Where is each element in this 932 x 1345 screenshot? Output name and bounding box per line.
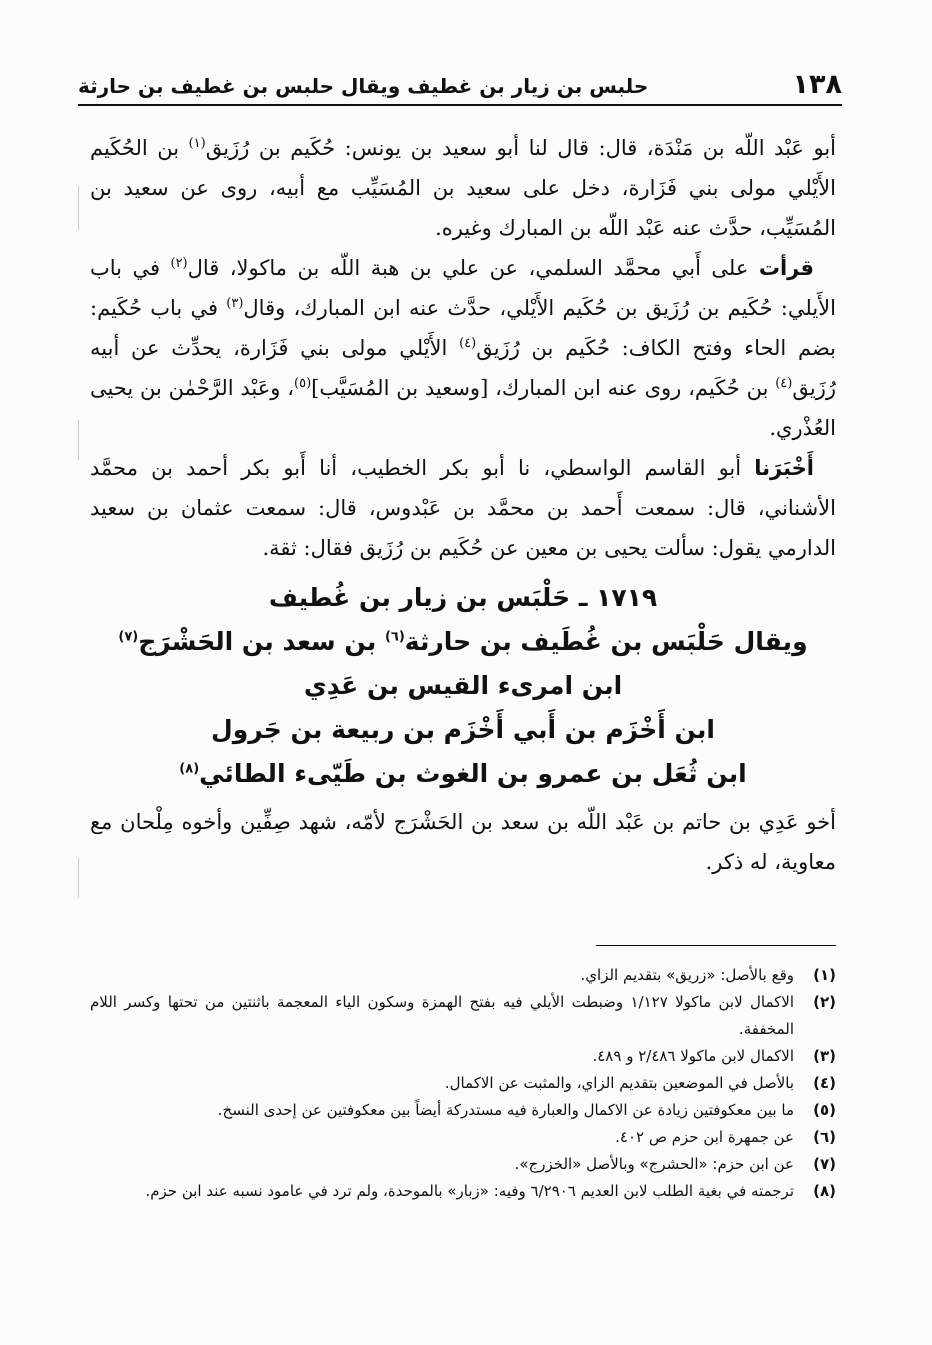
footnote [90,1097,836,1124]
footnote-ref[interactable]: (٢) [170,256,188,271]
footnote-number: (١) [813,966,836,984]
footnote-ref[interactable]: (١) [188,136,206,151]
footnote-number: (٣) [813,1047,836,1065]
footnote-ref[interactable]: (٤) [459,336,477,351]
footnote [90,1070,836,1097]
entry-lineage-line: ويقال حَلْبَس بن غُطَيف بن حارثة$^{(٦)}$ بن سعد بن الحَشْرَج$^{(٧)}$ [118,627,808,656]
entry-lineage-line: ابن ثُعَل بن عمرو بن الغوث بن طَيّىء الطائي$^{(٨)}$ [179,759,747,788]
paragraph-lead: أَخْبَرَنا [754,456,814,480]
margin-rule [78,186,79,230]
footnote-text: الاكمال لابن ماكولا ٢/٤٨٦ و ٤٨٩. [592,1047,794,1065]
margin-rule [78,420,79,460]
paragraph-2: قرأت على أَبي محمَّد السلمي، عن علي بن هبة اللّه بن ماكولا، قال$^{(٢)}$ في باب الأَيلي: حُكَيم بن رُزَيق بن حُكَيم الأَيْلي، حدَّث عنه ابن المبارك، وقال$^{(٣)}$ في باب حُكَيم: بضم الحاء وفتح الكاف: حُكَيم بن رُزَيق$^{(٤)}$ الأَيْلي مولى بني فَزَارة، يحدِّث عن أبيه رُزَيق$^{(٤)}$ بن حُكَيم، روى عنه ابن المبارك، [وسعيد بن المُسَيَّب]$^{(٥)}$، وعَبْد الرَّحْمٰن بن يحيى العُذْري. [90,256,837,440]
paragraph-lead: قرأت [758,256,814,280]
footnote-number: (٤) [813,1074,836,1092]
footnote-ref[interactable]: (٨) [179,761,200,777]
footnote-number: (٨) [813,1182,836,1200]
footnote-ref[interactable]: (٣) [226,296,244,311]
footnote-text: بالأصل في الموضعين بتقديم الزاي، والمثبت عن الاكمال. [444,1074,794,1092]
page-number: ١٣٨ [792,69,842,100]
footnote-number: (٦) [813,1128,836,1146]
footnote [90,962,836,989]
footnote-text: ما بين معكوفتين زيادة عن الاكمال والعبارة فيه مستدركة أيضاً بين معكوفتين عن إحدى النسخ. [217,1101,794,1119]
footnote-number: (٢) [813,993,836,1011]
entry-paragraph: أخو عَدِي بن حاتم بن عَبْد اللّه بن سعد بن الحَشْرَج لأمّه، شهد صِفِّين وأخوه مِلْحان مع معاوية، له ذكر. [90,810,836,874]
footnote-separator [596,945,836,946]
page-header [78,62,842,106]
margin-rule [78,858,79,898]
footnote [90,1151,836,1178]
paragraph-1: أبو عَبْد اللّه بن مَنْدَة، قال: قال لنا أبو سعيد بن يونس: حُكَيم بن رُزَيق$^{(١)}$ بن الحُكَيم الأَيْلي مولى بني فَزَارة، دخل على سعيد بن المُسَيِّب مع أبيه، روى عن سعيد بن المُسَيِّب، حدَّث عنه عَبْد اللّه بن المبارك وغيره. [90,136,836,240]
footnotes [90,962,836,1205]
footnote [90,1178,836,1205]
footnote [90,1124,836,1151]
footnote-ref[interactable]: (٦) [384,629,405,645]
entry-heading [90,576,836,796]
footnote-text: ترجمته في بغية الطلب لابن العديم ٦/٢٩٠٦ وفيه: «زبار» بالموحدة، ولم ترد في عامود نسبه عند ابن حزم. [145,1182,794,1200]
footnote-ref[interactable]: (٧) [118,629,139,645]
footnote-text: الاكمال لابن ماكولا ١/١٢٧ وضبطت الأيلي فيه بفتح الهمزة وسكون الياء المعجمة باثنتين من تحتها وكسر اللام المخففة. [90,993,794,1038]
running-title: حلبس بن زيار بن غطيف ويقال حلبس بن غطيف بن حارثة [78,74,649,98]
footnote [90,989,836,1043]
entry-title: ١٧١٩ ـ حَلْبَس بن زيار بن غُطيف [268,583,658,612]
footnote [90,1043,836,1070]
footnote-ref[interactable]: (٤) [775,376,793,391]
main-text [90,128,836,882]
entry-lineage-line: ابن أَخْزَم بن أَبي أَخْزَم بن ربيعة بن جَرول [211,715,715,744]
entry-lineage-line: ابن امرىء القيس بن عَدِي [303,671,623,700]
footnote-number: (٧) [813,1155,836,1173]
footnote-text: عن ابن حزم: «الحشرج» وبالأصل «الخزرج». [514,1155,794,1173]
footnote-ref[interactable]: (٥) [294,376,312,391]
footnote-text: وقع بالأصل: «زريق» بتقديم الزاي. [580,966,794,984]
footnote-number: (٥) [813,1101,836,1119]
footnote-text: عن جمهرة ابن حزم ص ٤٠٢. [615,1128,794,1146]
paragraph-3: أَخْبَرَنا أبو القاسم الواسطي، نا أبو بكر الخطيب، أنا أَبو بكر أحمد بن محمَّد الأشناني، قال: سمعت أَحمد بن محمَّد بن عَبْدوس، قال: سمعت عثمان بن سعيد الدارمي يقول: سألت يحيى بن معين عن حُكَيم بن رُزَيق فقال: ثقة. [90,456,836,560]
